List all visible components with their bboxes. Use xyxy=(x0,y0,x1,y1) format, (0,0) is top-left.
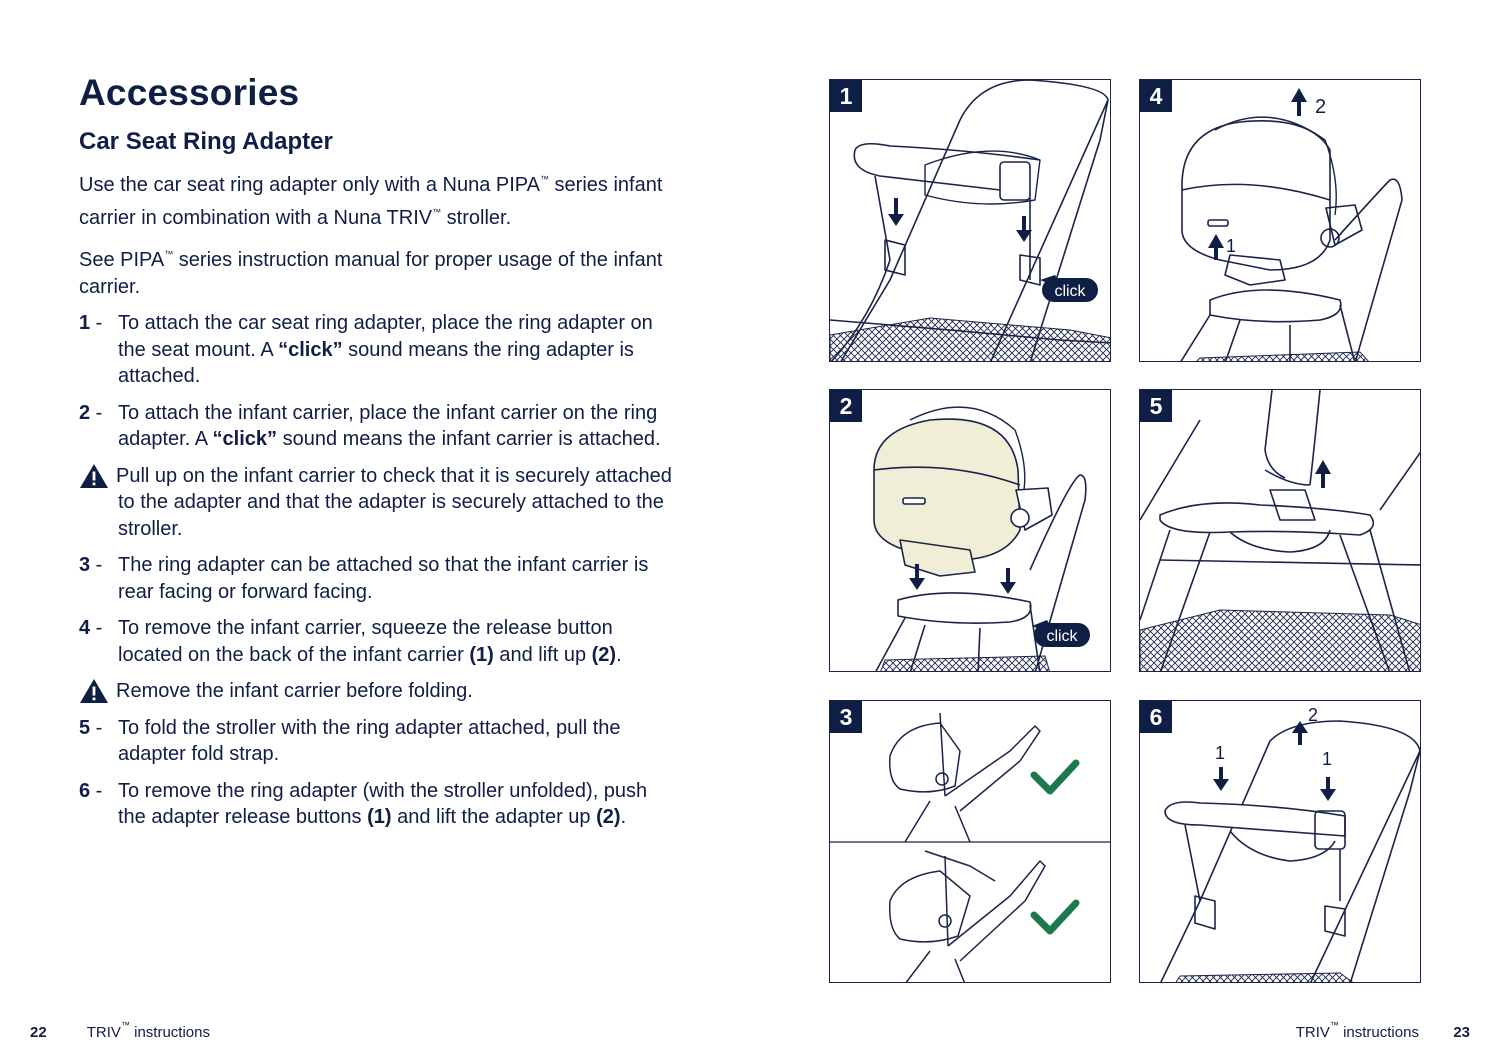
remove-ring-adapter-illustration xyxy=(1140,701,1421,983)
checkmark-icon xyxy=(1034,763,1076,791)
label-1: 1 xyxy=(1226,236,1237,256)
label-1-right: 1 xyxy=(1322,749,1333,769)
footer-left xyxy=(30,1020,210,1041)
fold-stroller-illustration xyxy=(1140,390,1421,672)
panel-number: 5 xyxy=(1140,390,1172,422)
panel-number: 6 xyxy=(1140,701,1172,733)
label-2: 2 xyxy=(1315,96,1327,118)
warning-triangle-icon xyxy=(79,463,109,489)
label-2: 2 xyxy=(1308,705,1319,725)
step-5: 5 - To fold the stroller with the ring adapter attached, pull the adapter fold strap. xyxy=(79,716,621,765)
panel-number: 4 xyxy=(1140,80,1172,112)
arrow-down-icon xyxy=(1320,777,1336,801)
illustration-panel-3 xyxy=(829,700,1111,983)
left-page xyxy=(79,72,679,841)
illustration-panel-5 xyxy=(1139,389,1421,672)
carrier-facing-options-illustration xyxy=(830,701,1111,983)
click-label: click xyxy=(1054,283,1086,300)
click-badge xyxy=(1040,275,1098,302)
panel-number: 2 xyxy=(830,390,862,422)
remove-infant-carrier-illustration xyxy=(1140,80,1421,362)
checkmark-icon xyxy=(1034,903,1076,931)
panel-number: 3 xyxy=(830,701,862,733)
rear-facing-view xyxy=(890,713,1040,842)
click-label: click xyxy=(1046,628,1078,645)
page-number-right: 23 xyxy=(1453,1024,1470,1041)
arrow-down-icon xyxy=(1000,568,1016,594)
warning-triangle-icon xyxy=(79,678,109,704)
step-6: 6 - To remove the ring adapter (with the stroller unfolded), push the adapter release buttons (1) and lift the adapter up (2). xyxy=(79,779,648,828)
section-title: Car Seat Ring Adapter xyxy=(79,128,333,155)
illustration-panel-2 xyxy=(829,389,1111,672)
arrow-up-icon xyxy=(1315,460,1331,488)
page-number-left: 22 xyxy=(30,1024,47,1041)
illustration-panel-6 xyxy=(1139,700,1421,983)
intro-paragraph-1: Use the car seat ring adapter only with a Nuna PIPA™ series infant carrier in combination with a Nuna TRIV™ stroller. xyxy=(79,174,663,229)
step-2: 2 - To attach the infant carrier, place the infant carrier on the ring adapter. A “click” sound means the infant carrier is attached. xyxy=(79,401,661,450)
attach-infant-carrier-illustration xyxy=(830,390,1111,672)
stroller-ring-adapter-illustration xyxy=(830,80,1111,362)
arrow-down-icon xyxy=(888,198,904,226)
step-3: 3 - The ring adapter can be attached so that the infant carrier is rear facing or forward facing. xyxy=(79,554,649,603)
illustration-panel-4 xyxy=(1139,79,1421,362)
click-badge xyxy=(1032,620,1090,647)
label-1-left: 1 xyxy=(1215,743,1226,763)
illustration-panel-1 xyxy=(829,79,1111,362)
step-4: 4 - To remove the infant carrier, squeeze the release button located on the back of the infant carrier (1) and lift up (2). xyxy=(79,617,622,666)
footer-right xyxy=(1296,1020,1470,1041)
step-1: 1 - To attach the car seat ring adapter, place the ring adapter on the seat mount. A “click” sound means the ring adapter is attached. xyxy=(79,312,653,387)
arrow-up-icon xyxy=(1291,88,1307,116)
page-title: Accessories xyxy=(79,72,300,113)
intro-paragraph-2: See PIPA™ series instruction manual for proper usage of the infant carrier. xyxy=(79,249,663,298)
forward-facing-view xyxy=(890,851,1045,983)
panel-number: 1 xyxy=(830,80,862,112)
warning-2: Remove the infant carrier before folding. xyxy=(79,678,679,705)
footer-left-label: TRIV™ instructions xyxy=(86,1020,210,1041)
warning-1: Pull up on the infant carrier to check that it is securely attached to the adapter and that the adapter is securely attached to the stroller. xyxy=(79,463,679,543)
arrow-down-icon xyxy=(1213,767,1229,791)
footer-right-label: TRIV™ instructions xyxy=(1295,1020,1419,1041)
